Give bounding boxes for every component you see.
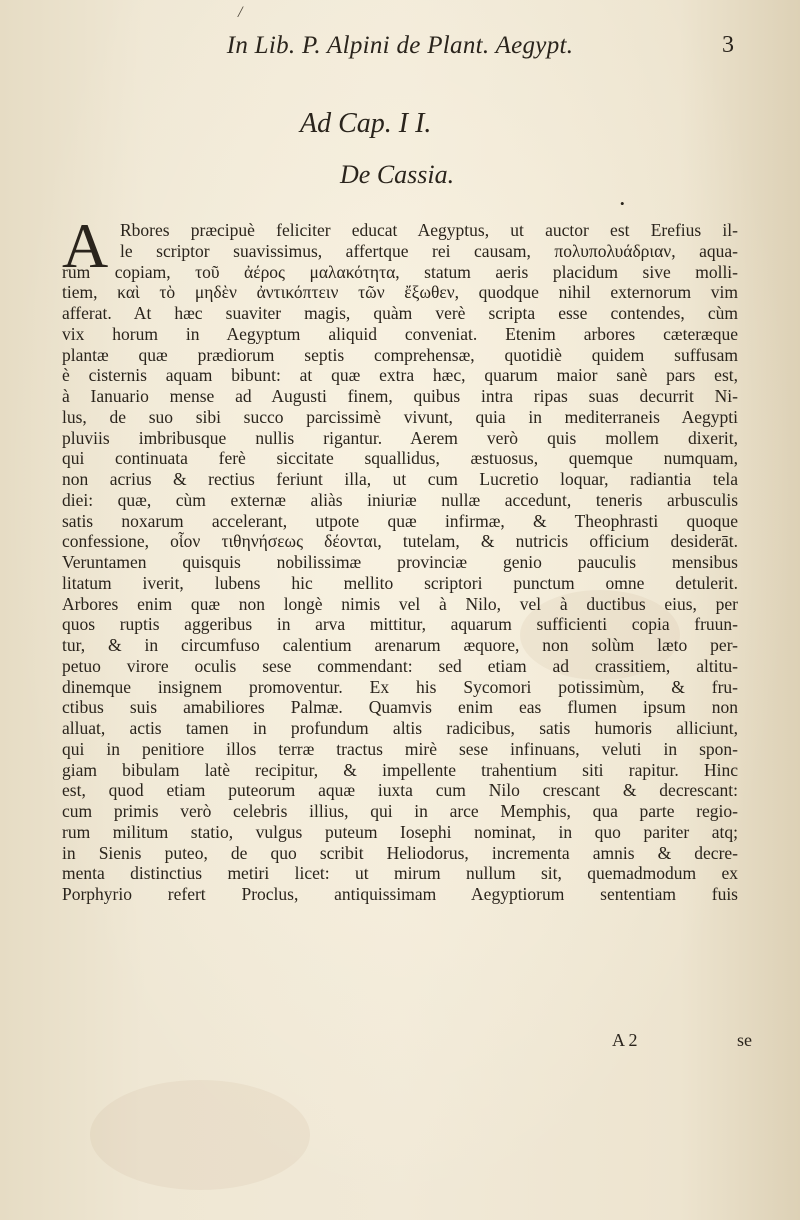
text-line: Arbores enim quæ non longè nimis vel à Nilo, vel à ductibus eius, per [62,593,738,614]
text-line: confessione, οἷον τιθηνήσεως δέονται, tutelam, & nutricis officium desiderāt. [62,531,738,552]
catchword: se [737,1030,752,1050]
text-line: dinemque insignem promoventur. Ex his Sycomori potissimùm, & fru- [62,676,738,697]
text-line: satis noxarum accelerant, utpote quæ infirmæ, & Theophrasti quoque [62,510,738,531]
signature-line [612,1030,752,1051]
running-head: In Lib. P. Alpini de Plant. Aegypt. [226,32,574,59]
signature-mark: A 2 [612,1030,638,1050]
body-text [62,220,738,905]
text-line: est, quod etiam puteorum aquæ iuxta cum Nilo crescant & decrescant: [62,780,738,801]
tick-mark: / [238,4,243,21]
text-line: è cisternis aquam bibunt: at quæ extra hæc, quarum maior sanè pars est, [62,365,738,386]
text-line: tur, & in circumfuso calentium arenarum æquore, non solùm læto per- [62,635,738,655]
text-line: ctibus suis amabiliores Palmæ. Quamvis enim eas flumen ipsum non [62,697,738,718]
text-line: afferat. At hæc suaviter magis, quàm verè scripta esse contendes, cùm [62,303,738,323]
text-line: non acrius & rectius feriunt illa, ut cum Lucretio loquar, radiantia tela [62,469,738,489]
text-line: qui in penitiore illos terræ tractus mirè sese infinuans, veluti in spon- [62,738,738,759]
chapter-heading: Ad Cap. I I. [300,108,432,139]
text-line: rum militum statio, vulgus puteum Iosephi nominat, in quo pariter atq; [62,821,738,842]
text-line: in Sienis puteo, de quo scribit Heliodorus, incrementa amnis & decre- [62,842,738,863]
text-line: pluviis imbribusque nullis rigantur. Aerem verò quis mollem dixerit, [62,427,738,448]
text-line: litatum iverit, lubens hic mellito scriptori punctum omne detulerit. [62,572,738,593]
text-line: qui continuata ferè siccitate squallidus, æstuosus, quemque numquam, [62,448,738,469]
text-line: à Ianuario mense ad Augusti finem, quibus intra ripas suas decurrit Ni- [62,386,738,406]
paper-stain [90,1080,310,1190]
text-line: alluat, actis tamen in profundum altis radicibus, satis humoris alliciunt, [62,718,738,738]
text-line: tiem, καὶ τὸ μηδὲν ἀντικόπτειν τῶν ἔξωθεν, quodque nihil externorum vim [62,282,738,303]
text-line: diei: quæ, cùm externæ aliàs iniuriæ nullæ accedunt, teneris arbusculis [62,489,738,510]
section-title: De Cassia. [340,160,455,189]
text-line: menta distinctius metiri licet: ut mirum nullum sit, quemadmodum ex [62,863,738,884]
text-line: vix horum in Aegyptum aliquid conveniat. Etenim arbores cæteræque [62,323,738,344]
text-line: Rbores præcipuè feliciter educat Aegyptus, ut auctor est Erefius il- [120,220,738,240]
page-number: 3 [722,32,734,58]
text-line: quos ruptis aggeribus in arva mittitur, aquarum sufficienti copia fruun- [62,614,738,635]
drop-cap: A [62,210,109,281]
text-line: plantæ quæ prædiorum septis comprehensæ, quotidiè quidem suffusam [62,344,738,365]
ornament-bullet: • [620,196,625,211]
text-line: cum primis verò celebris illius, qui in arce Memphis, qua parte regio- [62,801,738,821]
text-line: le scriptor suavissimus, affertque rei causam, πολυπολυάδριαν, aqua- [120,240,738,261]
text-line: lus, de suo sibi succo parcissimè vivunt, quia in mediterraneis Aegypti [62,406,738,427]
text-line: Porphyrio refert Proclus, antiquissimam Aegyptiorum sententiam fuis [62,884,738,904]
text-line: rum copiam, τοῦ ἀέρος μαλακότητα, statum aeris placidum sive molli- [62,261,738,282]
text-line: Veruntamen quisquis nobilissimæ provinciæ genio pauculis mensibus [62,552,738,572]
text-line: giam bibulam latè recipitur, & impellente trahentium siti rapitur. Hinc [62,759,738,780]
text-line: petuo virore oculis sese commendant: sed etiam ad crassitiem, altitu- [62,655,738,676]
